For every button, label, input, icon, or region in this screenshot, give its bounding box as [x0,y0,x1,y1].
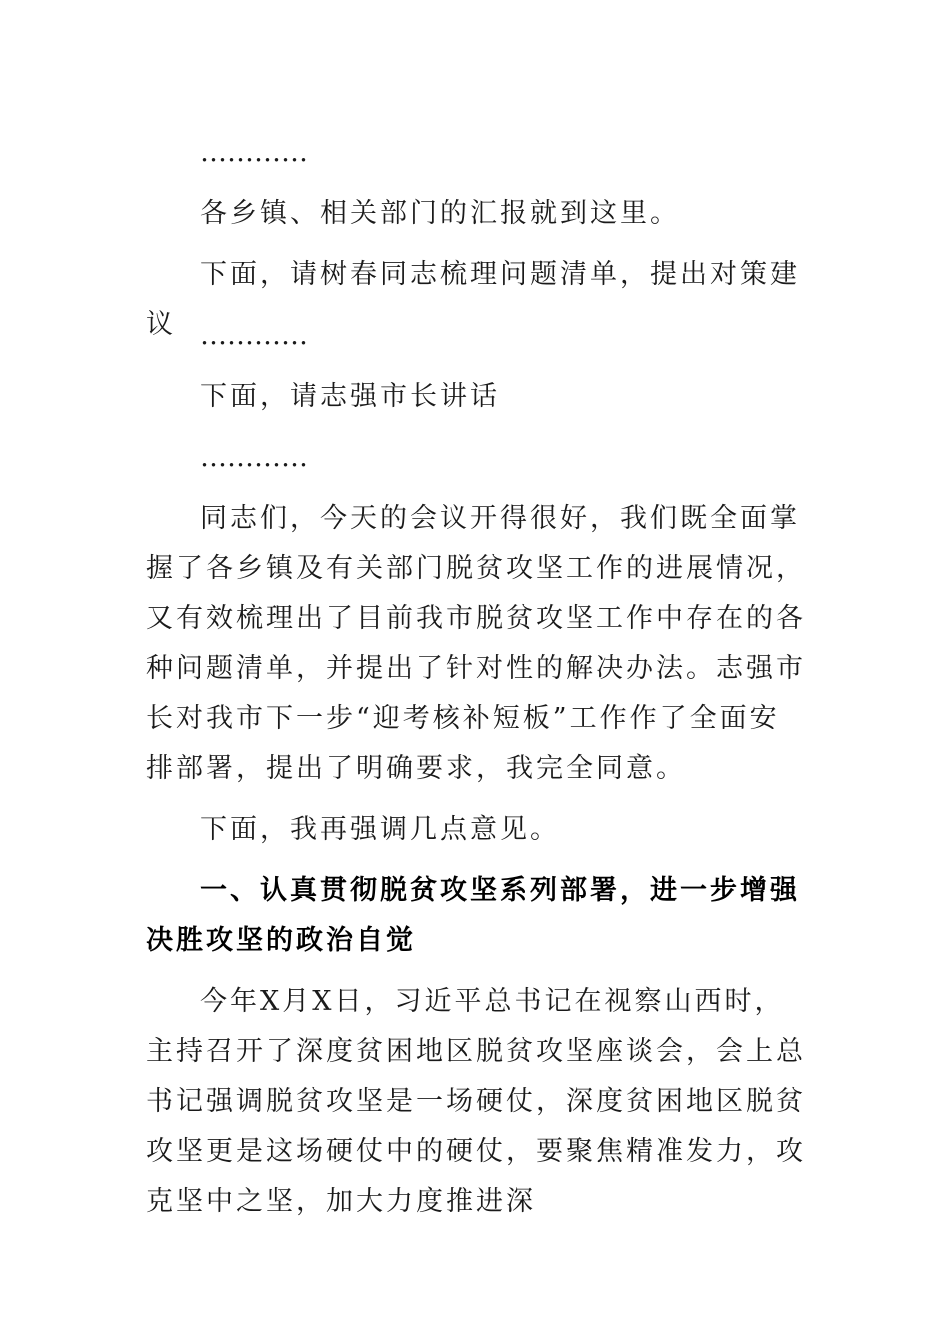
ellipsis-line: ………… [200,442,308,473]
report-conclusion-paragraph: 各乡镇、相关部门的汇报就到这里。 [200,198,680,229]
emphasis-intro-paragraph: 下面，我再强调几点意见。 [200,814,560,845]
meeting-summary-paragraph: 同志们，今天的会议开得很好，我们既全面掌握了各乡镇及有关部门脱贫攻坚工作的进展情况，又有效梳理出了目前我市脱贫攻坚工作中存在的各种问题清单，并提出了针对性的解决办法。志强市长对我市下一步“迎考核补短板”工作作了全面安排部署，提出了明确要求，我完全同意。 [146,503,806,784]
section-heading: 一、认真贯彻脱贫攻坚系列部署，进一步增强决胜攻坚的政治自觉 [146,875,800,956]
document-body [146,128,806,1238]
section-body-paragraph: 今年X月X日，习近平总书记在视察山西时，主持召开了深度贫困地区脱贫攻坚座谈会，会上总书记强调脱贫攻坚是一场硬仗，深度贫困地区脱贫攻坚更是这场硬仗中的硬仗，要聚焦精准发力，攻克坚中之坚，加大力度推进深 [146,986,806,1217]
ellipsis-line: ………… [200,137,308,168]
ellipsis-line: ………… [200,320,308,351]
mayor-speech-paragraph: 下面，请志强市长讲话 [200,381,500,412]
problem-list-paragraph: 下面，请树春同志梳理问题清单，提出对策建议 [146,259,800,340]
